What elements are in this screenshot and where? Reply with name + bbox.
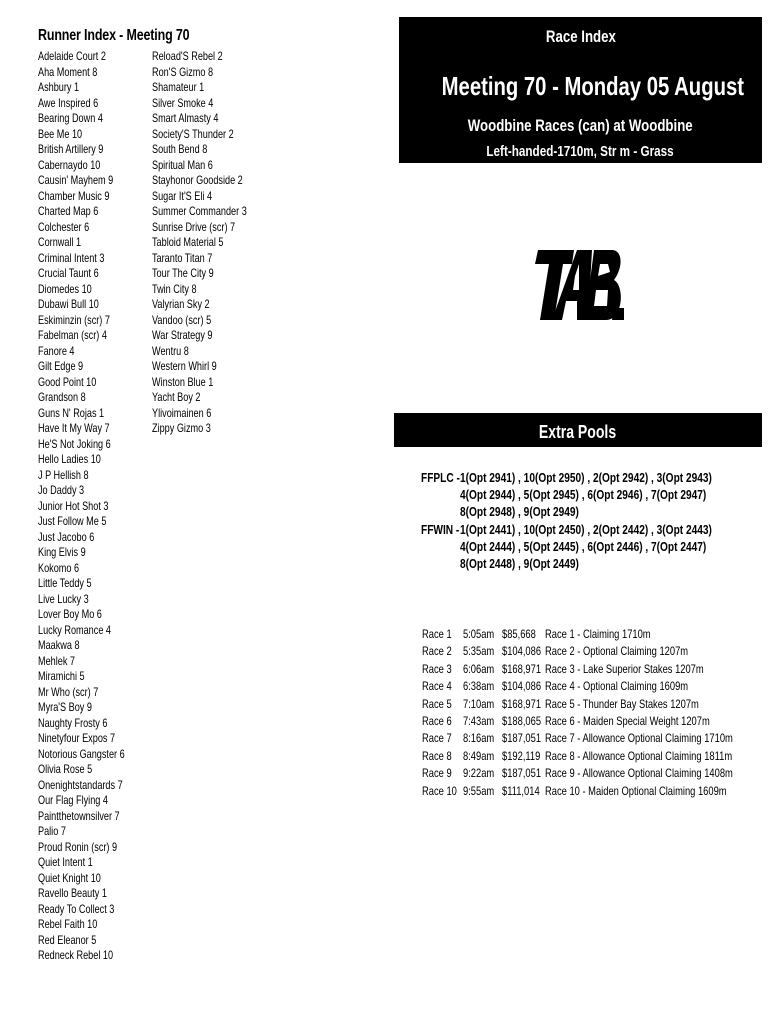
runner-entry: Bee Me 10: [38, 126, 83, 141]
runner-entry: Taranto Titan 7: [152, 250, 213, 265]
meeting-title: Meeting 70 - Monday 05 August: [441, 71, 745, 101]
runner-entry: Just Jacobo 6: [38, 529, 95, 544]
runner-entry: Have It My Way 7: [38, 421, 110, 435]
race-time: 6:06am: [463, 661, 495, 676]
runner-entry: Sugar It'S Eli 4: [152, 188, 213, 203]
runner-entry: Wentru 8: [152, 343, 189, 358]
runner-entry: Ron'S Gizmo 8: [152, 64, 214, 79]
runner-entry: Silver Smoke 4: [152, 95, 214, 110]
race-number: Race 2: [422, 644, 452, 659]
runner-entry: Jo Daddy 3: [38, 483, 85, 497]
runner-entry: Colchester 6: [38, 219, 90, 234]
race-description: Race 5 - Thunder Bay Stakes 1207m: [545, 696, 699, 711]
runner-entry: Reload'S Rebel 2: [152, 49, 223, 63]
race-pool: $104,086: [502, 679, 542, 694]
runner-entry: Palio 7: [38, 824, 66, 838]
race-number: Race 5: [422, 696, 452, 711]
tab-logo-icon: [528, 246, 624, 324]
race-time: 9:22am: [463, 766, 495, 781]
ffplc-line: 1(Opt 2941) , 10(Opt 2950) , 2(Opt 2942) , 3(Opt 2943): [460, 470, 712, 485]
runner-entry: Dubawi Bull 10: [38, 297, 99, 311]
runner-entry: Naughty Frosty 6: [38, 715, 108, 730]
race-time: 9:55am: [463, 783, 495, 798]
runner-entry: Notorious Gangster 6: [38, 746, 125, 761]
race-description: Race 7 - Allowance Optional Claiming 1710m: [545, 731, 733, 746]
extra-pools-header: [394, 413, 762, 447]
runner-entry: Myra'S Boy 9: [38, 700, 92, 714]
runner-entry: Just Follow Me 5: [38, 514, 107, 528]
runner-entry: Adelaide Court 2: [38, 49, 106, 63]
runner-entry: Yacht Boy 2: [152, 390, 201, 404]
runner-entry: Causin' Mayhem 9: [38, 173, 114, 187]
runner-entry: Mr Who (scr) 7: [38, 684, 99, 699]
runner-entry: Cabernaydo 10: [38, 157, 101, 172]
runner-entry: Tabloid Material 5: [152, 235, 224, 249]
runner-entry: Awe Inspired 6: [38, 95, 99, 110]
runner-entry: Red Eleanor 5: [38, 932, 97, 947]
runner-entry: Charted Map 6: [38, 204, 99, 218]
runner-entry: Zippy Gizmo 3: [152, 421, 211, 435]
race-pool: $192,119: [502, 748, 541, 763]
race-number: Race 7: [422, 731, 452, 746]
runner-entry: Lover Boy Mo 6: [38, 607, 102, 621]
race-description: Race 9 - Allowance Optional Claiming 1408m: [545, 766, 733, 781]
race-pool: $168,971: [502, 661, 542, 676]
runner-entry: Redneck Rebel 10: [38, 948, 114, 962]
race-description: Race 10 - Maiden Optional Claiming 1609m: [545, 783, 727, 798]
ffplc-line: 4(Opt 2944) , 5(Opt 2945) , 6(Opt 2946) , 7(Opt 2947): [460, 487, 707, 502]
race-number: Race 10: [422, 783, 457, 798]
runner-entry: Junior Hot Shot 3: [38, 498, 109, 513]
race-time: 7:43am: [463, 714, 495, 728]
race-time: 8:49am: [463, 748, 495, 763]
race-description: Race 6 - Maiden Special Weight 1207m: [545, 714, 710, 728]
ffwin-label: FFWIN -: [421, 522, 460, 537]
runner-entry: Olivia Rose 5: [38, 762, 93, 776]
runner-entry: Quiet Intent 1: [38, 855, 93, 869]
runner-index-column-2: [152, 49, 277, 437]
runner-entry: British Artillery 9: [38, 142, 104, 156]
ffwin-line: 4(Opt 2444) , 5(Opt 2445) , 6(Opt 2446) , 7(Opt 2447): [460, 539, 707, 554]
race-number: Race 8: [422, 748, 452, 763]
runner-entry: Live Lucky 3: [38, 591, 89, 606]
race-number: Race 4: [422, 679, 452, 694]
runner-entry: Tour The City 9: [152, 266, 214, 280]
runner-entry: King Elvis 9: [38, 545, 86, 559]
race-time: 5:35am: [463, 644, 495, 659]
runner-entry: J P Hellish 8: [38, 467, 89, 482]
runner-entry: Society'S Thunder 2: [152, 126, 234, 141]
runner-entry: Fanore 4: [38, 343, 75, 358]
extra-pools-label: Extra Pools: [539, 422, 617, 442]
runner-entry: Quiet Knight 10: [38, 870, 101, 885]
runner-entry: Good Point 10: [38, 374, 97, 389]
runner-entry: Shamateur 1: [152, 80, 205, 94]
race-description: Race 4 - Optional Claiming 1609m: [545, 679, 689, 694]
runner-entry: Kokomo 6: [38, 560, 80, 575]
runner-entry: South Bend 8: [152, 142, 208, 156]
ffplc-label: FFPLC -: [421, 470, 460, 485]
runner-entry: Summer Commander 3: [152, 204, 247, 218]
ffwin-line: 8(Opt 2448) , 9(Opt 2449): [460, 556, 579, 571]
runner-entry: Lucky Romance 4: [38, 622, 111, 637]
runner-entry: Sunrise Drive (scr) 7: [152, 219, 236, 234]
race-description: Race 1 - Claiming 1710m: [545, 627, 651, 641]
runner-entry: War Strategy 9: [152, 328, 213, 342]
runner-entry: Valyrian Sky 2: [152, 297, 210, 311]
runner-entry: Bearing Down 4: [38, 111, 103, 125]
runner-entry: Cornwall 1: [38, 235, 82, 249]
race-pool: $187,051: [502, 766, 542, 781]
runner-entry: Western Whirl 9: [152, 359, 217, 373]
runner-entry: Stayhonor Goodside 2: [152, 173, 243, 187]
race-time: 7:10am: [463, 696, 495, 711]
runner-entry: Maakwa 8: [38, 638, 80, 652]
runner-entry: Smart Almasty 4: [152, 111, 219, 125]
runner-entry: Twin City 8: [152, 281, 197, 296]
runner-entry: Miramichi 5: [38, 669, 85, 683]
runner-entry: Ylivoimainen 6: [152, 405, 212, 420]
race-description: Race 2 - Optional Claiming 1207m: [545, 644, 689, 659]
race-index-header: [399, 17, 762, 163]
runner-entry: Proud Ronin (scr) 9: [38, 839, 118, 854]
runner-entry: Spiritual Man 6: [152, 157, 213, 172]
runner-entry: Winston Blue 1: [152, 374, 214, 389]
runner-entry: Vandoo (scr) 5: [152, 312, 212, 327]
runner-entry: He'S Not Joking 6: [38, 436, 111, 451]
runner-entry: Our Flag Flying 4: [38, 793, 108, 807]
runner-entry: Ninetyfour Expos 7: [38, 731, 116, 745]
venue-name: Woodbine Races (can) at Woodbine: [468, 116, 693, 135]
race-pool: $111,014: [502, 783, 540, 798]
race-number: Race 6: [422, 714, 452, 728]
runner-entry: Paintthetownsilver 7: [38, 808, 120, 823]
runner-entry: Crucial Taunt 6: [38, 266, 99, 280]
track-conditions: Left-handed-1710m, Str m - Grass: [486, 143, 675, 160]
runner-entry: Ashbury 1: [38, 80, 80, 94]
race-pool: $188,065: [502, 714, 542, 728]
ffplc-line: 8(Opt 2948) , 9(Opt 2949): [460, 504, 579, 519]
race-pool: $168,971: [502, 696, 542, 711]
runner-entry: Hello Ladies 10: [38, 452, 101, 466]
race-number: Race 9: [422, 766, 452, 781]
race-description: Race 8 - Allowance Optional Claiming 1811m: [545, 748, 733, 763]
runner-entry: Chamber Music 9: [38, 188, 110, 203]
runner-entry: Eskiminzin (scr) 7: [38, 312, 110, 327]
race-time: 6:38am: [463, 679, 495, 694]
runner-entry: Rebel Faith 10: [38, 917, 98, 931]
ffwin-pool: [421, 521, 712, 572]
runner-index-title: Runner Index - Meeting 70: [38, 27, 190, 44]
ffplc-pool: [421, 469, 712, 520]
runner-entry: Ready To Collect 3: [38, 901, 115, 916]
race-pool: $187,051: [502, 731, 542, 746]
race-number: Race 3: [422, 661, 452, 676]
runner-entry: Guns N' Rojas 1: [38, 405, 105, 420]
runner-entry: Criminal Intent 3: [38, 250, 105, 265]
race-description: Race 3 - Lake Superior Stakes 1207m: [545, 661, 704, 676]
race-index-label: Race Index: [545, 27, 616, 46]
race-time: 8:16am: [463, 731, 495, 746]
race-time: 5:05am: [463, 627, 495, 641]
runner-entry: Little Teddy 5: [38, 576, 92, 590]
runner-entry: Ravello Beauty 1: [38, 886, 107, 900]
runner-entry: Grandson 8: [38, 390, 86, 404]
race-pool: $85,668: [502, 627, 536, 641]
race-pool: $104,086: [502, 644, 542, 659]
runner-entry: Diomedes 10: [38, 281, 92, 296]
runner-index-column-1: [38, 49, 152, 964]
runner-entry: Onenightstandards 7: [38, 777, 123, 792]
ffwin-line: 1(Opt 2441) , 10(Opt 2450) , 2(Opt 2442) , 3(Opt 2443): [460, 522, 712, 537]
runner-entry: Aha Moment 8: [38, 64, 98, 79]
runner-entry: Fabelman (scr) 4: [38, 328, 107, 342]
runner-entry: Gilt Edge 9: [38, 359, 84, 373]
runner-entry: Mehlek 7: [38, 653, 76, 668]
race-number: Race 1: [422, 627, 452, 641]
